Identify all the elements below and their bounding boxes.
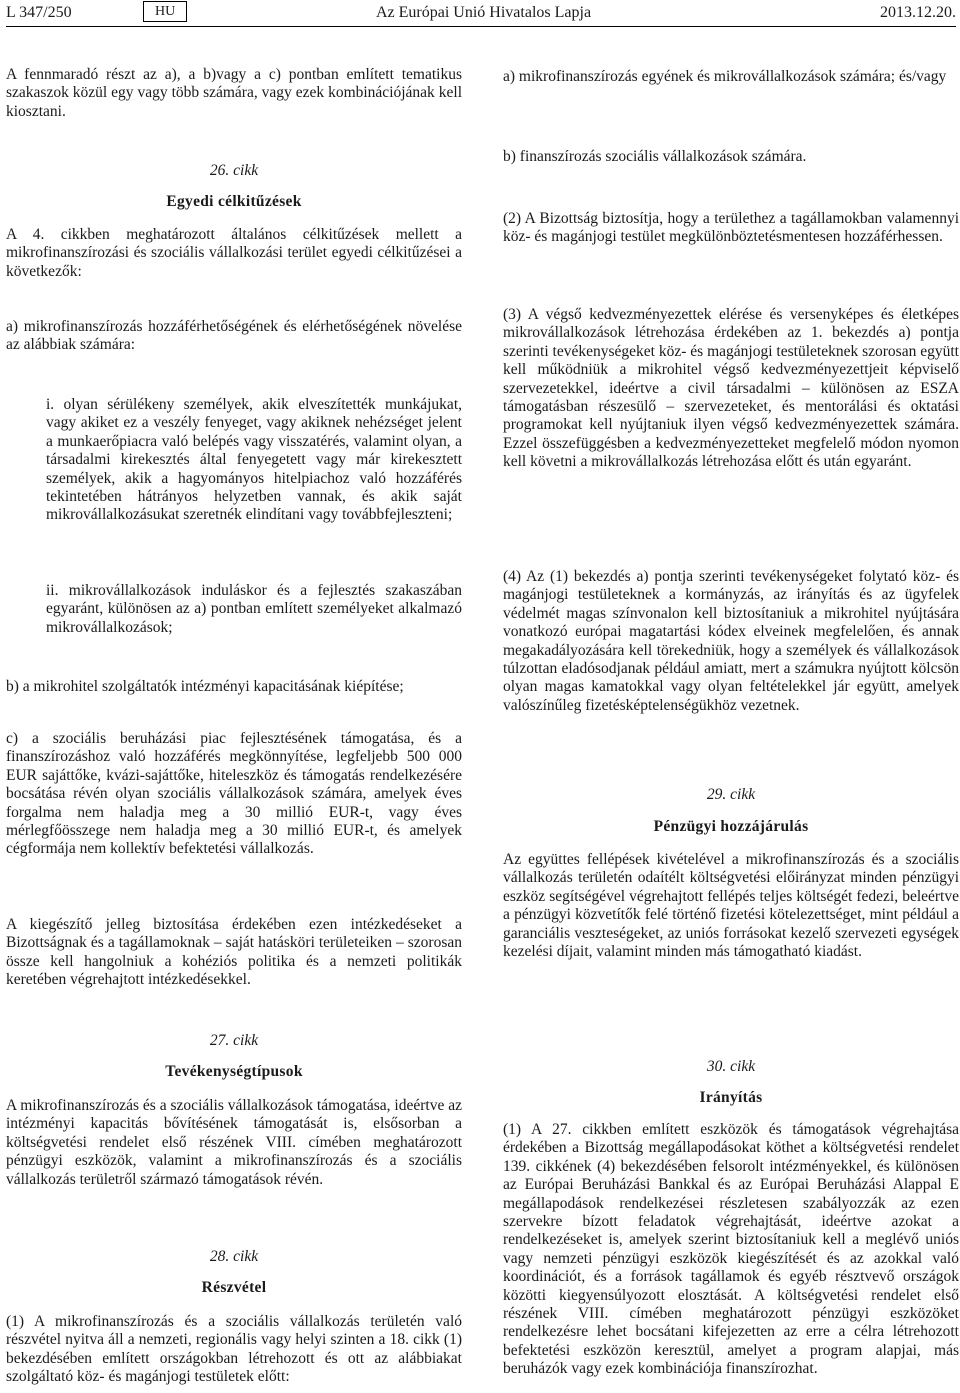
article-26-point-a-i: i. olyan sérülékeny személyek, akik elveszítették munkájukat, vagy akiket ez a veszély fenyeget, vagy akiknek nehézséget jelent a munkaerőpiacra való belépés vagy visszatérés, valamint olyan, a társadalmi kirekesztés által fenyegetett vagy már kirekesztett személyek, akik a hagyományos hitelpiachoz való hozzáférés tekintetében hátrányos helyzetben vannak, és akik saját mikrovállalkozásukat szeretnék elindítani vagy továbbfejleszteni;	[46, 396, 462, 524]
article-28-title: Részvétel	[201, 1279, 267, 1296]
intro-paragraph: A fennmaradó részt az a), a b)vagy a c) pontban említett tematikus szakaszok közül egy vagy több számára, vagy ezek kombinációjának kell kiosztani.	[6, 66, 462, 120]
page-number: L 347/250	[6, 4, 72, 21]
article-28-number: 28. cikk	[209, 1248, 259, 1265]
article-26-point-b: b) a mikrohitel szolgáltatók intézményi kapacitásának kiépítése;	[6, 678, 404, 695]
article-27-title: Tevékenységtípusok	[165, 1063, 303, 1080]
issue-date: 2013.12.20.	[880, 4, 956, 21]
language-badge: HU	[143, 1, 187, 22]
article-29-paragraph: Az együttes fellépések kivételével a mikrofinanszírozás és a szociális vállalkozás területén odaítélt költségvetési előirányzat minden pénzügyi eszköz segítségével végrehajtott fellépés teljes költségét fedezi, beleértve a pénzügyi közvetítők felé történő fizetési kötelezettséget, mint például a garanciális veszteségeket, az uniós forrásokat kezelő szervezeti egységek kezelési díjait, valamint minden más támogatható kiadást.	[503, 851, 959, 961]
article-28-paragraph-4: (4) Az (1) bekezdés a) pontja szerinti tevékenységeket folytató köz- és magánjogi testületeknek a kormányzás, az irányítás és az ügyfelek védelmét magas színvonalon kell biztosítaniuk a mikrohitel nyújtására vonatkozó európai magatartási kódex elveinek megfelelően, és annak megakadályozására kell törekedniük, hogy a személyek és vállalkozások túlzottan eladósodjanak például amiatt, mert a számukra nyújtott kölcsön olyan magas kamatokkal vagy olyan feltételekkel jár együtt, amelyek valószínűleg fizetésképtelenségükhöz vezetnek.	[503, 568, 959, 714]
article-30-paragraph-1: (1) A 27. cikkben említett eszközök és támogatások végrehajtása érdekében a Bizottság megállapodásokat köthet a költségvetési rendelet 139. cikkének (4) bekezdésében felsorolt intézményekkel, és különösen az Európai Beruházási Bankkal és az Európai Beruházási Alappal E megállapodások rendelkezései részletesen szabályozzák az ezen szervekre bízott feladatok végrehajtását, ideértve azokat a rendelkezéseket is, amelyek szerint biztosítaniuk kell a meglévő uniós vagy nemzeti pénzügyi eszközök kiegészítését és az azokkal való koordinációt, és a források tagállamok és egyéb résztvevő országok közötti kiegyensúlyozott elosztását. A költségvetési rendelet első részének VIII. címében meghatározott pénzügyi eszközöket rendelkezésre lehet bocsátani kifejezetten az erre a célra létrehozott befektetési eszközön keresztül, amelyet a program alapjai, más beruházók vagy ezek kombinációja finanszírozhat.	[503, 1121, 959, 1378]
article-28-paragraph-2: (2) A Bizottság biztosítja, hogy a területhez a tagállamokban valamennyi köz- és magánjogi testület megkülönböztetésmentesen hozzáférhessen.	[503, 210, 959, 246]
article-26-closing: A kiegészítő jelleg biztosítása érdekében ezen intézkedéseket a Bizottságnak és a tagállamoknak – saját hatásköri területeiken – szorosan össze kell hangolniuk a kohéziós politika és a nemzeti politikák keretében végrehajtott intézkedésekkel.	[6, 916, 462, 989]
article-27-paragraph: A mikrofinanszírozás és a szociális vállalkozások támogatása, ideértve az intézményi kapacitás bővítésének támogatását is, elsősorban a költségvetési rendelet első részének VIII. címében meghatározott pénzügyi eszközök, valamint a mikrofinanszírozás és a szociális vállalkozás területről származó támogatások révén.	[6, 1097, 462, 1188]
article-27-number: 27. cikk	[209, 1032, 259, 1049]
article-26-number: 26. cikk	[209, 162, 259, 179]
article-26-point-a-ii: ii. mikrovállalkozások induláskor és a fejlesztés szakaszában egyaránt, különösen az a) pontban említett személyeket alkalmazó mikrovállalkozások;	[46, 582, 462, 636]
article-26-point-c: c) a szociális beruházási piac fejlesztésének támogatása, és a finanszírozáshoz való hozzáférés megkönnyítése, legfeljebb 500 000 EUR sajáttőke, kvázi-sajáttőke, hiteleszköz és támogatás rendelkezésére bocsátása révén olyan szociális vállalkozások számára, amelyek éves forgalma nem haladja meg a 30 millió EUR-t, vagy éves mérlegfőösszege nem haladja meg a 30 millió EUR-t, és amelyek cégformája nem kollektív befektetési vállalkozás.	[6, 730, 462, 858]
journal-header	[6, 0, 956, 27]
article-30-title: Irányítás	[699, 1089, 763, 1106]
article-29-title: Pénzügyi hozzájárulás	[653, 818, 809, 835]
article-30-number: 30. cikk	[706, 1058, 756, 1075]
article-26-title: Egyedi célkitűzések	[166, 193, 302, 210]
article-28-paragraph-3: (3) A végső kedvezményezettek elérése és versenyképes és életképes mikrovállalkozások létrehozása érdekében az 1. bekezdés a) pontja szerinti tevékenységeket köz- és magánjogi testületeknek szorosan együtt kell működniük a mikrohitel végső kedvezményezettjeit képviselő szervezetekkel, ideértve a civil társadalmi – különösen az ESZA támogatásban részesülő – szervezeteket, és mentorálási és oktatási programokat kell nyújtaniuk ilyen végső kedvezményezettek számára. Ezzel összefüggésben a kedvezményezetteket megfelelő módon nyomon kell követni a mikrovállalkozás létrehozása előtt és után egyaránt.	[503, 306, 959, 471]
article-29-number: 29. cikk	[706, 786, 756, 803]
article-28-point-b: b) finanszírozás szociális vállalkozások számára.	[503, 148, 807, 165]
article-28-point-a: a) mikrofinanszírozás egyének és mikrovállalkozások számára; és/vagy	[503, 68, 947, 85]
article-26-paragraph: A 4. cikkben meghatározott általános célkitűzések mellett a mikrofinanszírozási és szociális vállalkozási terület egyedi célkitűzései a következők:	[6, 226, 462, 280]
journal-title: Az Európai Unió Hivatalos Lapja	[376, 4, 592, 21]
article-28-paragraph-1: (1) A mikrofinanszírozás és a szociális vállalkozás területén való részvétel nyitva áll a nemzeti, regionális vagy helyi szinten a 18. cikk (1) bekezdésében említett országokban létrehozott és ott az alábbiakat szolgáltató köz- és magánjogi testületek előtt:	[6, 1313, 462, 1386]
article-26-point-a: a) mikrofinanszírozás hozzáférhetőségének és elérhetőségének növelése az alábbiak számára:	[6, 318, 462, 354]
